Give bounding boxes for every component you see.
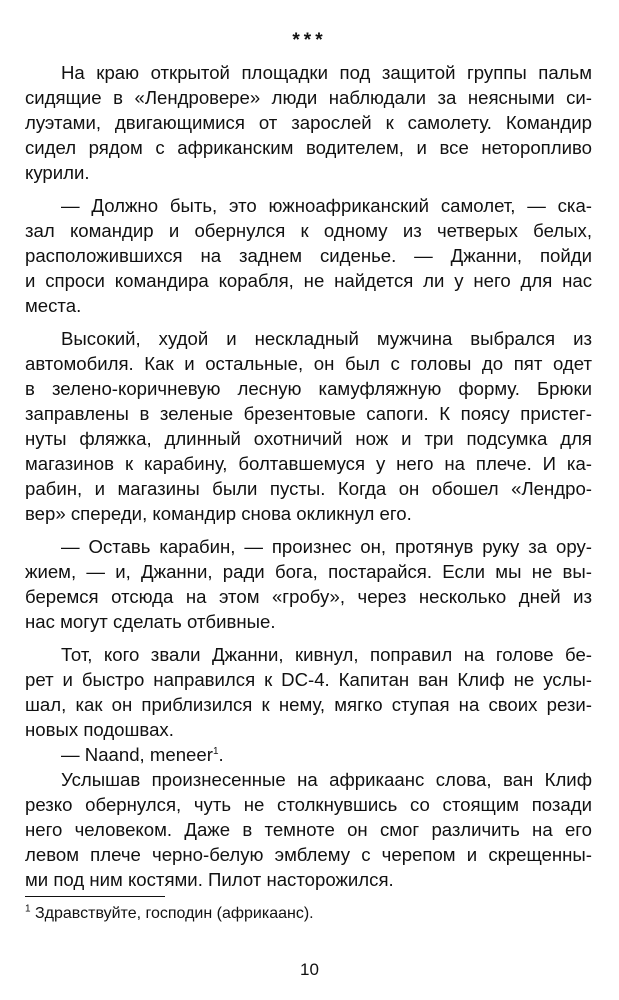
text-line: рабин, и магазины были пусты. Когда он обошел «Лендро- (25, 478, 592, 499)
body-text (25, 60, 592, 892)
text-line: магазинов к карабину, болтавшемуся у него на плече. И ка- (25, 453, 592, 474)
text-line: новых подошвах. (25, 719, 174, 740)
text-line: расположившихся на заднем сиденье. — Джанни, пойди (25, 245, 592, 266)
text-line: места. (25, 295, 82, 316)
paragraph (25, 60, 592, 185)
paragraph (25, 642, 592, 742)
text-line: него человеком. Даже в темноте он смог различить на его (25, 819, 592, 840)
text-line: зал командир и обернулся к одному из четверых белых, (25, 220, 592, 241)
text-line: заправлены в зеленые брезентовые сапоги. К поясу пристег- (25, 403, 592, 424)
text-line: Высокий, худой и нескладный мужчина выбрался из (61, 328, 592, 349)
paragraph (25, 767, 592, 892)
text-line: Услышав произнесенные на африкаанс слова, ван Клиф (61, 769, 592, 790)
footnote-text: Здравствуйте, господин (африкаанс). (30, 905, 314, 922)
text-line: курили. (25, 162, 90, 183)
text-line (25, 742, 592, 767)
footnote (25, 904, 314, 924)
text-line: сидящие в «Лендровере» люди наблюдали за неясными си- (25, 87, 592, 108)
section-separator: *** (292, 30, 327, 51)
text-line: жием, — и, Джанни, ради бога, постарайся. Если мы не вы- (25, 561, 592, 582)
paragraph (25, 326, 592, 526)
text-line: — Оставь карабин, — произнес он, протянув руку за ору- (61, 536, 592, 557)
text-line: На краю открытой площадки под защитой группы пальм (61, 62, 592, 83)
text-line: беремся отсюда на этом «гробу», через несколько дней из (25, 586, 592, 607)
text-line: автомобиля. Как и остальные, он был с головы до пят одет (25, 353, 592, 374)
paragraph (25, 534, 592, 634)
dialogue-text: — Naand, meneer (61, 744, 213, 765)
footnote-divider (25, 896, 165, 897)
text-line: сидел рядом с африканским водителем, и все неторопливо (25, 137, 592, 158)
text-line: вер» спереди, командир снова окликнул его. (25, 503, 412, 524)
paragraph (25, 742, 592, 767)
text-line: нуты фляжка, длинный охотничий нож и три подсумка для (25, 428, 592, 449)
text-line: луэтами, двигающимися от зарослей к самолету. Командир (25, 112, 592, 133)
text-line: и спроси командира корабля, не найдется ли у него для нас (25, 270, 592, 291)
text-line: левом плече черно-белую эмблему с черепом и скрещенны- (25, 844, 592, 865)
footnote-number: 1 (25, 903, 31, 915)
text-line: — Должно быть, это южноафриканский самолет, — ска- (61, 195, 592, 216)
text-line: резко обернулся, чуть не столкнувшись со стоящим позади (25, 794, 592, 815)
footnote-marker: 1 (212, 745, 219, 757)
page-number: 10 (300, 960, 319, 979)
text-line: нас могут сделать отбивные. (25, 611, 276, 632)
text-line: в зелено-коричневую лесную камуфляжную форму. Брюки (25, 378, 592, 399)
text-line: рет и быстро направился к DC-4. Капитан ван Клиф не услы- (25, 669, 592, 690)
text-line: Тот, кого звали Джанни, кивнул, поправил на голове бе- (61, 644, 592, 665)
text-line: шал, как он приблизился к нему, мягко ступая на своих рези- (25, 694, 592, 715)
line-end-punctuation: . (218, 744, 224, 765)
paragraph (25, 193, 592, 318)
text-line: ми под ним костями. Пилот насторожился. (25, 869, 394, 890)
